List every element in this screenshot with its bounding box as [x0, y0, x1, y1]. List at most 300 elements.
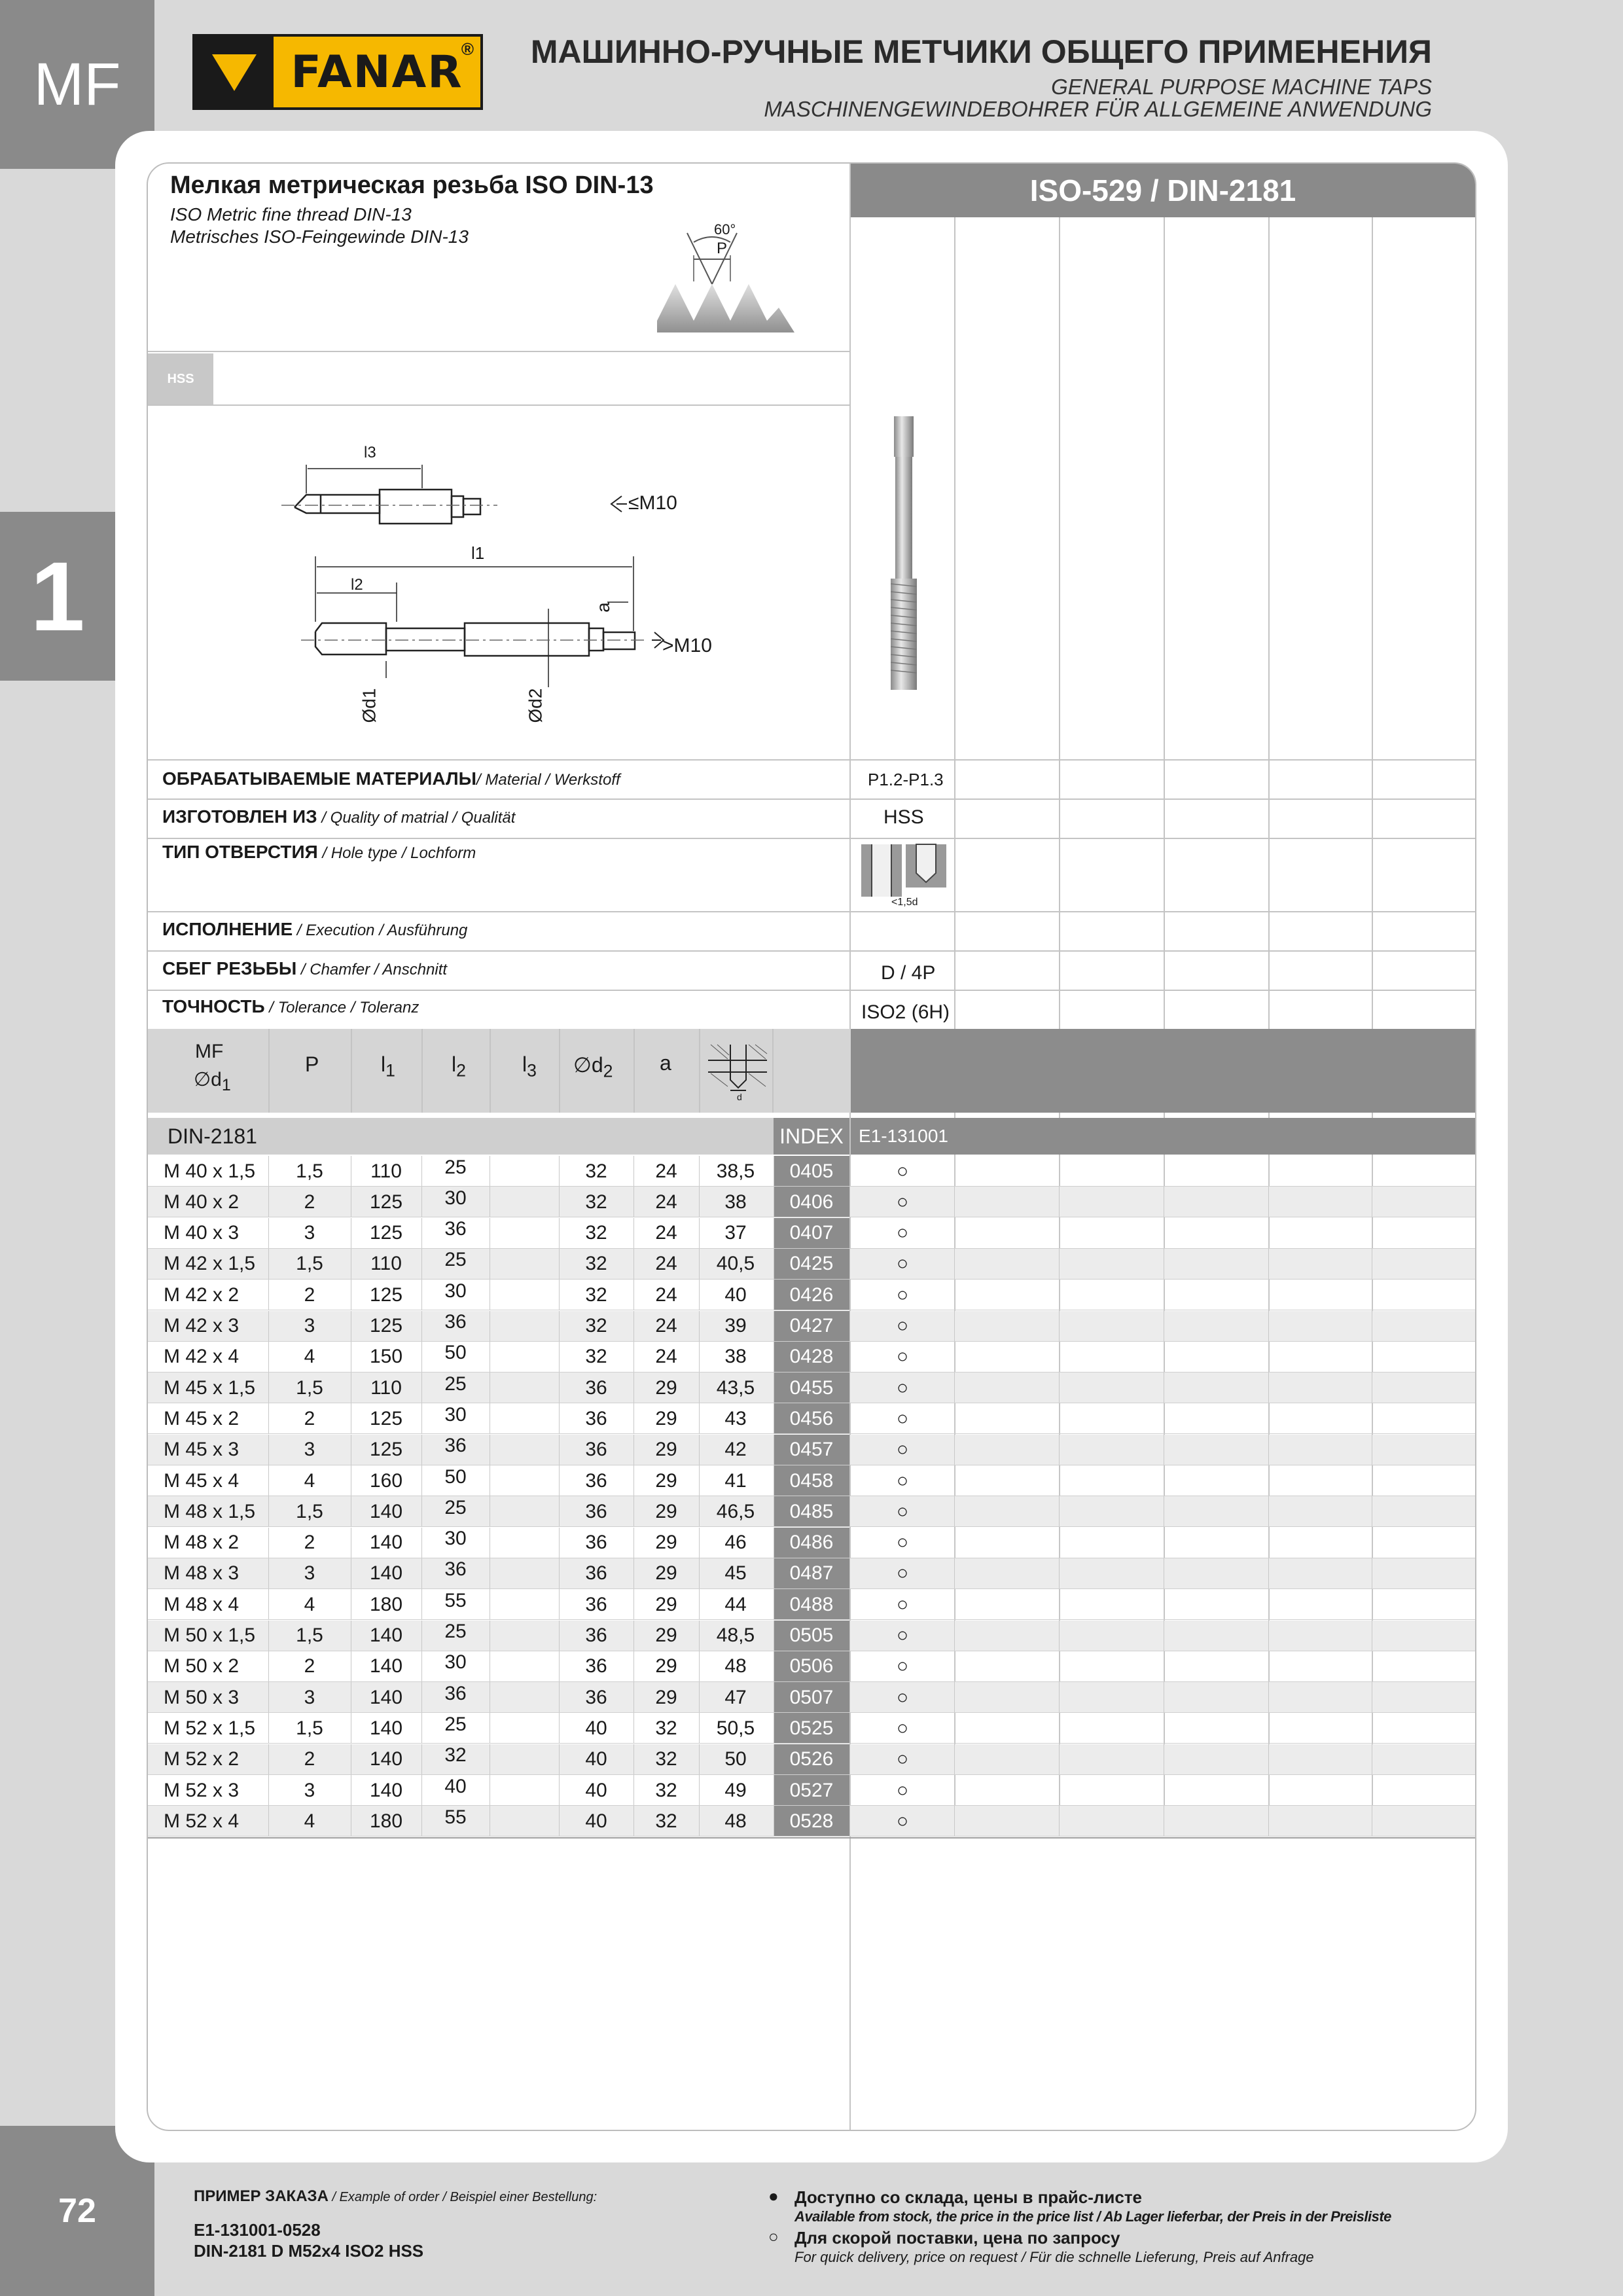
cell-divider [559, 1403, 560, 1434]
cell-divider [421, 1435, 422, 1465]
cell-divider [849, 1403, 850, 1434]
cell-l2: 25 [444, 1249, 467, 1271]
cell-divider [1268, 1249, 1269, 1280]
cell-l3 [490, 1187, 559, 1217]
cell-divider [849, 1621, 850, 1651]
cell-divider [559, 1435, 560, 1465]
col-divider [772, 1029, 774, 1113]
header-right-band [772, 1029, 1475, 1113]
cell-divider [421, 1651, 422, 1682]
cell-divider [633, 1558, 634, 1589]
logo-wordmark: FANAR [291, 46, 463, 98]
cell-p: 1,5 [296, 1500, 323, 1522]
standard-label: ISO-529 / DIN-2181 [1029, 173, 1296, 207]
cell-a: 24 [655, 1346, 677, 1368]
cell-index: 0405 [774, 1156, 849, 1187]
table-row [148, 1589, 1475, 1620]
col-p: P [305, 1052, 319, 1076]
cell-divider [699, 1806, 700, 1837]
hole-type-value: <1,5d [891, 897, 918, 908]
prop-chamfer-label: СБЕГ РЕЗЬБЫ [162, 958, 297, 978]
cell-divider [849, 1589, 850, 1620]
cell-divider [954, 1496, 955, 1527]
cell-divider [268, 1589, 269, 1620]
cell-index: 0406 [774, 1187, 849, 1217]
din-band [148, 1118, 775, 1155]
cell-l3 [490, 1713, 559, 1744]
col-d1-sub: 1 [221, 1076, 231, 1094]
cell-divider [559, 1744, 560, 1775]
cell-divider [954, 1372, 955, 1403]
cell-divider [559, 1528, 560, 1558]
cell-divider [633, 1496, 634, 1527]
cell-divider [1268, 1465, 1269, 1496]
cell-l2: 30 [444, 1187, 467, 1209]
cell-x: 50 [724, 1748, 747, 1770]
index-header [774, 1118, 849, 1155]
cell-divider [559, 1311, 560, 1342]
request-text: Для скорой поставки, цена по запросу [794, 2228, 1120, 2248]
cell-divider [268, 1528, 269, 1558]
cell-divider [268, 1806, 269, 1837]
cell-a: 32 [655, 1810, 677, 1832]
cell-l1: 125 [369, 1439, 403, 1461]
cell-l3 [490, 1528, 559, 1558]
cell-l3 [490, 1372, 559, 1403]
cell-divider [954, 1187, 955, 1217]
divider [148, 950, 1475, 952]
cell-a: 29 [655, 1686, 677, 1708]
request-text-en: For quick delivery, price on request / Für die schnelle Lieferung, Preis auf Anfrage [794, 2249, 1314, 2265]
cell-l3 [490, 1621, 559, 1651]
cell-p: 3 [304, 1439, 315, 1461]
cell-divider [849, 1558, 850, 1589]
small-tap-label: ≤M10 [628, 492, 677, 514]
cell-divider [1059, 1187, 1060, 1217]
table-row [148, 1372, 1475, 1403]
cell-l1: 125 [369, 1315, 403, 1336]
cell-divider [954, 1744, 955, 1775]
cell-l3 [490, 1465, 559, 1496]
table-row [148, 1621, 1475, 1651]
cell-x: 43,5 [716, 1376, 755, 1399]
article-code: E1-131001 [859, 1126, 949, 1146]
cell-divider [849, 1651, 850, 1682]
cell-l1: 140 [369, 1624, 403, 1646]
cell-l2: 55 [444, 1806, 467, 1828]
cell-l3 [490, 1682, 559, 1713]
cell-x: 46 [724, 1532, 747, 1554]
cell-x: 47 [724, 1686, 747, 1708]
stock-text-en: Available from stock, the price in the price list / Ab Lager lieferbar, der Preis in der Preisliste [794, 2208, 1391, 2225]
cell-p: 4 [304, 1593, 315, 1615]
cell-l2: 25 [444, 1156, 467, 1178]
table-header [148, 1029, 851, 1113]
cell-divider [954, 1806, 955, 1837]
cell-p: 4 [304, 1469, 315, 1492]
divider [148, 838, 1475, 839]
prop-execution [162, 919, 467, 940]
cell-index: 0457 [774, 1435, 849, 1465]
cell-divider [1268, 1621, 1269, 1651]
prop-chamfer [162, 958, 447, 979]
cell-a: 24 [655, 1222, 677, 1244]
cell-divider [268, 1218, 269, 1249]
cell-divider [633, 1465, 634, 1496]
cell-index: 0407 [774, 1218, 849, 1249]
cell-divider [1059, 1558, 1060, 1589]
cell-mf: M 48 x 1,5 [164, 1500, 256, 1522]
cell-mf: M 50 x 2 [164, 1655, 240, 1677]
cell-mf: M 42 x 4 [164, 1346, 240, 1368]
cell-avail: ○ [896, 1160, 909, 1182]
cell-divider [1059, 1342, 1060, 1372]
divider [148, 404, 851, 406]
cell-l3 [490, 1435, 559, 1465]
cell-divider [559, 1589, 560, 1620]
cell-d2: 32 [585, 1283, 607, 1306]
cell-mf: M 52 x 4 [164, 1810, 240, 1832]
cell-divider [268, 1311, 269, 1342]
cell-l1: 125 [369, 1407, 403, 1429]
brand-logo [192, 34, 483, 110]
cell-l1: 110 [370, 1160, 402, 1182]
cell-l3 [490, 1496, 559, 1527]
cell-divider [849, 1249, 850, 1280]
cell-d2: 36 [585, 1376, 607, 1399]
cell-avail: ○ [896, 1562, 909, 1585]
table-row [148, 1465, 1475, 1496]
cell-a: 24 [655, 1160, 677, 1182]
page-title: МАШИННО-РУЧНЫЕ МЕТЧИКИ ОБЩЕГО ПРИМЕНЕНИЯ [530, 33, 1432, 70]
col-l1-sub: 1 [385, 1060, 395, 1081]
cell-divider [421, 1713, 422, 1744]
cell-a: 24 [655, 1191, 677, 1213]
cell-a: 29 [655, 1469, 677, 1492]
col-d1 [194, 1068, 231, 1095]
cell-d2: 40 [585, 1810, 607, 1832]
right-margin-strip [1505, 169, 1623, 2126]
cell-x: 38,5 [716, 1160, 755, 1182]
dim-d2-label: Ød2 [525, 688, 546, 723]
cell-divider [421, 1342, 422, 1372]
cell-p: 2 [304, 1748, 315, 1770]
cell-divider [954, 1342, 955, 1372]
divider [148, 759, 1475, 761]
cell-divider [633, 1311, 634, 1342]
thread-title-de: Metrisches ISO-Feingewinde DIN-13 [170, 226, 469, 247]
cell-divider [954, 1528, 955, 1558]
cell-divider [954, 1435, 955, 1465]
cell-divider [699, 1342, 700, 1372]
cell-divider [699, 1249, 700, 1280]
cell-mf: M 40 x 3 [164, 1222, 240, 1244]
cell-divider [559, 1806, 560, 1837]
table-row [148, 1775, 1475, 1806]
cell-divider [849, 1218, 850, 1249]
cell-mf: M 42 x 2 [164, 1283, 240, 1306]
cell-divider [1268, 1558, 1269, 1589]
cell-d2: 40 [585, 1748, 607, 1770]
cell-x: 46,5 [716, 1500, 755, 1522]
cell-divider [1268, 1218, 1269, 1249]
cell-divider [1059, 1744, 1060, 1775]
cell-divider [699, 1465, 700, 1496]
index-label: INDEX [779, 1124, 844, 1148]
table-row [148, 1280, 1475, 1310]
cell-divider [421, 1682, 422, 1713]
cell-divider [1059, 1156, 1060, 1187]
cell-p: 1,5 [296, 1624, 323, 1646]
cell-d2: 32 [585, 1222, 607, 1244]
cell-mf: M 48 x 2 [164, 1532, 240, 1554]
cell-d2: 36 [585, 1532, 607, 1554]
cell-divider [1268, 1744, 1269, 1775]
cell-divider [849, 1806, 850, 1837]
prop-quality-value: HSS [883, 806, 924, 828]
cell-divider [1059, 1621, 1060, 1651]
cell-mf: M 45 x 3 [164, 1439, 240, 1461]
col-divider [633, 1029, 635, 1113]
cell-a: 29 [655, 1593, 677, 1615]
cell-divider [421, 1156, 422, 1187]
cell-divider [849, 1682, 850, 1713]
cell-divider [954, 1682, 955, 1713]
cell-l1: 140 [369, 1562, 403, 1585]
cell-divider [1268, 1372, 1269, 1403]
cell-divider [699, 1372, 700, 1403]
cell-d2: 40 [585, 1717, 607, 1739]
cell-divider [699, 1187, 700, 1217]
cell-a: 29 [655, 1624, 677, 1646]
prop-hole-type-label: ТИП ОТВЕРСТИЯ [162, 842, 318, 862]
cell-index: 0488 [774, 1589, 849, 1620]
cell-divider [421, 1465, 422, 1496]
cell-divider [421, 1403, 422, 1434]
cell-index: 0525 [774, 1713, 849, 1744]
cell-mf: M 45 x 2 [164, 1407, 240, 1429]
cell-x: 48,5 [716, 1624, 755, 1646]
table-row [148, 1249, 1475, 1280]
cell-divider [268, 1558, 269, 1589]
cell-x: 42 [724, 1439, 747, 1461]
cell-l2: 30 [444, 1403, 467, 1426]
cell-divider [1268, 1775, 1269, 1806]
cell-divider [1268, 1311, 1269, 1342]
col-l2-label: l [452, 1052, 457, 1076]
dim-l3-label: l3 [364, 444, 376, 461]
cell-divider [633, 1187, 634, 1217]
article-code-band [851, 1118, 1475, 1155]
cell-x: 45 [724, 1562, 747, 1585]
prop-tolerance [162, 996, 419, 1017]
cell-p: 1,5 [296, 1376, 323, 1399]
cell-x: 39 [724, 1315, 747, 1336]
prop-tolerance-label-en: / Tolerance / Toleranz [264, 999, 419, 1016]
cell-divider [268, 1682, 269, 1713]
cell-l3 [490, 1311, 559, 1342]
cell-divider [1059, 1651, 1060, 1682]
cell-index: 0526 [774, 1744, 849, 1775]
table-row [148, 1806, 1475, 1837]
page-subtitle-en: GENERAL PURPOSE MACHINE TAPS [1051, 75, 1432, 99]
cell-divider [699, 1528, 700, 1558]
divider [148, 911, 1475, 912]
col-divider [699, 1029, 700, 1113]
cell-divider [633, 1651, 634, 1682]
divider [148, 798, 1475, 800]
cell-a: 29 [655, 1532, 677, 1554]
cell-avail: ○ [896, 1222, 909, 1244]
cell-a: 29 [655, 1655, 677, 1677]
cell-divider [699, 1280, 700, 1310]
cell-divider [954, 1403, 955, 1434]
cell-divider [954, 1280, 955, 1310]
cell-divider [633, 1528, 634, 1558]
prop-hole-type [162, 842, 476, 863]
cell-divider [633, 1744, 634, 1775]
cell-mf: M 42 x 3 [164, 1315, 240, 1336]
chamfer-d-label: d [737, 1092, 742, 1102]
cell-x: 38 [724, 1191, 747, 1213]
cell-index: 0506 [774, 1651, 849, 1682]
prop-chamfer-value: D / 4P [881, 962, 936, 984]
cell-divider [268, 1775, 269, 1806]
cell-divider [633, 1435, 634, 1465]
cell-a: 32 [655, 1748, 677, 1770]
cell-divider [559, 1496, 560, 1527]
table-row [148, 1435, 1475, 1465]
cell-l1: 160 [369, 1469, 403, 1492]
cell-l1: 110 [370, 1253, 402, 1275]
cell-divider [699, 1435, 700, 1465]
cell-index: 0455 [774, 1372, 849, 1403]
cell-l2: 55 [444, 1589, 467, 1611]
cell-l1: 140 [369, 1500, 403, 1522]
cell-divider [954, 1249, 955, 1280]
cell-divider [633, 1280, 634, 1310]
cell-divider [954, 1651, 955, 1682]
cell-index: 0507 [774, 1682, 849, 1713]
dim-d1-label: Ød1 [359, 688, 380, 723]
page-number: 72 [58, 2192, 96, 2230]
col-divider [268, 1029, 270, 1113]
cell-divider [633, 1218, 634, 1249]
cell-divider [1059, 1589, 1060, 1620]
cell-l3 [490, 1589, 559, 1620]
table-row [148, 1218, 1475, 1249]
cell-p: 1,5 [296, 1253, 323, 1275]
cell-divider [559, 1156, 560, 1187]
cell-divider [421, 1249, 422, 1280]
thread-title: Мелкая метрическая резьба ISO DIN-13 [170, 171, 654, 199]
cell-divider [559, 1280, 560, 1310]
cell-divider [559, 1218, 560, 1249]
table-row [148, 1403, 1475, 1434]
cell-l2: 25 [444, 1713, 467, 1735]
cell-divider [268, 1651, 269, 1682]
thread-title-en: ISO Metric fine thread DIN-13 [170, 204, 412, 224]
cell-x: 38 [724, 1346, 747, 1368]
cell-divider [1059, 1403, 1060, 1434]
cell-divider [1268, 1342, 1269, 1372]
prop-quality [162, 806, 515, 827]
cell-l1: 110 [370, 1376, 402, 1399]
cell-a: 29 [655, 1439, 677, 1461]
cell-divider [633, 1156, 634, 1187]
cell-divider [268, 1435, 269, 1465]
col-l1 [381, 1052, 395, 1081]
cell-divider [849, 1187, 850, 1217]
cell-index: 0487 [774, 1558, 849, 1589]
cell-x: 44 [724, 1593, 747, 1615]
col-divider [559, 1029, 560, 1113]
cell-divider [633, 1403, 634, 1434]
cell-l2: 25 [444, 1496, 467, 1518]
cell-divider [849, 1528, 850, 1558]
cell-l3 [490, 1775, 559, 1806]
cell-divider [421, 1775, 422, 1806]
cell-x: 49 [724, 1779, 747, 1801]
cell-mf: M 48 x 3 [164, 1562, 240, 1585]
cell-d2: 36 [585, 1655, 607, 1677]
cell-divider [849, 1713, 850, 1744]
cell-p: 4 [304, 1810, 315, 1832]
prop-material [162, 768, 620, 789]
cell-l1: 140 [369, 1686, 403, 1708]
cell-avail: ○ [896, 1748, 909, 1770]
order-title: ПРИМЕР ЗАКАЗА [194, 2187, 329, 2205]
cell-p: 2 [304, 1407, 315, 1429]
cell-d2: 36 [585, 1500, 607, 1522]
cell-divider [699, 1682, 700, 1713]
cell-d2: 40 [585, 1779, 607, 1801]
cell-divider [699, 1311, 700, 1342]
cell-divider [1268, 1806, 1269, 1837]
divider [148, 990, 1475, 991]
cell-l3 [490, 1249, 559, 1280]
din-label: DIN-2181 [168, 1124, 257, 1148]
cell-avail: ○ [896, 1407, 909, 1429]
cell-divider [268, 1249, 269, 1280]
cell-p: 4 [304, 1346, 315, 1368]
cell-l3 [490, 1342, 559, 1372]
cell-divider [633, 1372, 634, 1403]
cell-divider [1059, 1280, 1060, 1310]
cell-x: 40 [724, 1283, 747, 1306]
table-row [148, 1682, 1475, 1713]
cell-p: 1,5 [296, 1160, 323, 1182]
cell-divider [559, 1651, 560, 1682]
prop-material-label: ОБРАБАТЫВАЕМЫЕ МАТЕРИАЛЫ [162, 768, 477, 789]
cell-divider [268, 1713, 269, 1744]
cell-avail: ○ [896, 1532, 909, 1554]
cell-divider [421, 1311, 422, 1342]
cell-avail: ○ [896, 1624, 909, 1646]
cell-divider [559, 1372, 560, 1403]
cell-l3 [490, 1651, 559, 1682]
cell-divider [268, 1621, 269, 1651]
cell-divider [559, 1342, 560, 1372]
cell-a: 32 [655, 1779, 677, 1801]
cell-l2: 32 [444, 1744, 467, 1767]
cell-mf: M 50 x 3 [164, 1686, 240, 1708]
cell-divider [559, 1682, 560, 1713]
cell-d2: 32 [585, 1346, 607, 1368]
cell-d2: 32 [585, 1191, 607, 1213]
prop-execution-label-en: / Execution / Ausführung [293, 922, 468, 939]
hole-type-icons [860, 843, 948, 897]
